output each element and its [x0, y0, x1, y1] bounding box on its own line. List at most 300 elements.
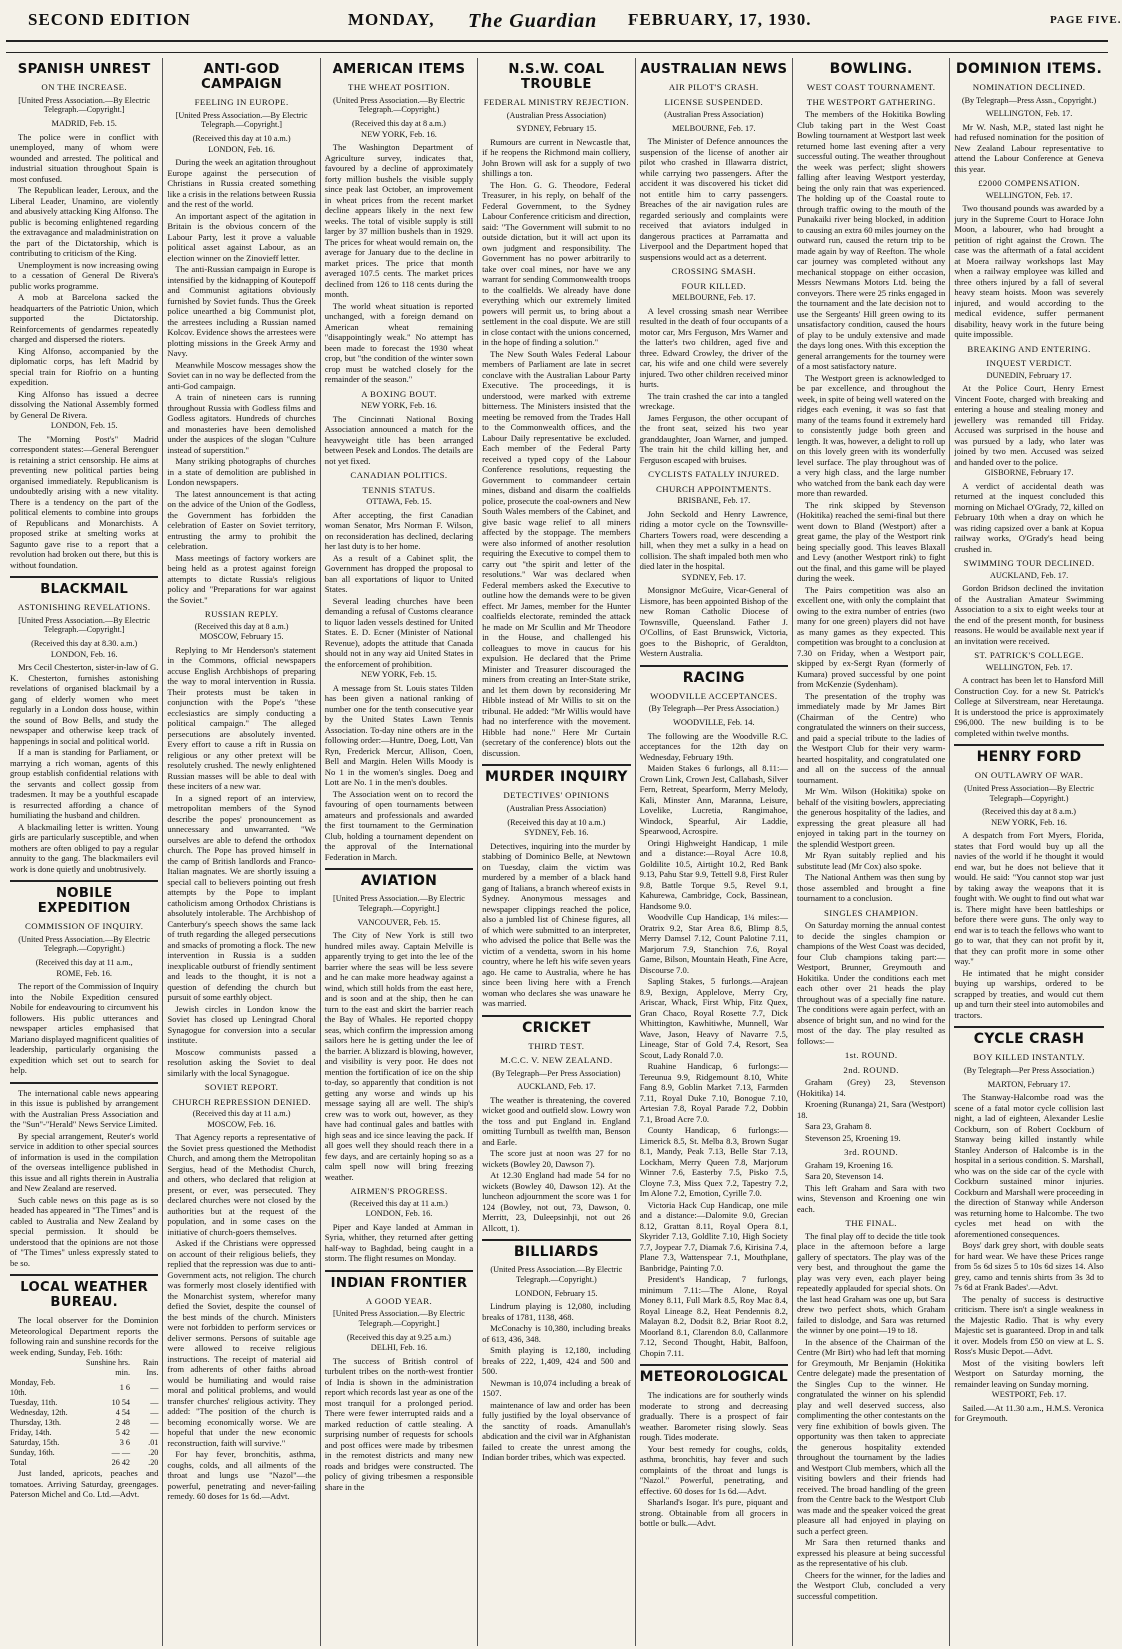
headline: DOMINION ITEMS.: [955, 61, 1103, 77]
dateline: MELBOURNE, Feb. 17.: [671, 123, 756, 133]
dateline: MADRID, Feb. 15.: [51, 119, 117, 129]
paragraph: In a signed report of an interview, metropolitan members of the Synod describe the popes' pronouncement as unnecessary and unwarranted. "We ourselves are able to defend the orthodox church. The Pope has proved himself in the camp of British landlords and Franco-Italian magnates. We are shortly issuing a special call to believers pointing out fresh attempts by the Pope to implant catholicism among Orthodox Christians is absolutely intolerable. The Archbishop of Canterbury's speech shows the same lack of truth regarding the alleged persecutions and smacks of promoting a flock. The new intervention in Russia is a sudden inexplicable outburst of friendly sentiment and leads to the thought, it is not a question of defending the church but pursuit of some earthly object.: [167, 792, 316, 1003]
paragraph: The presentation of the trophy was immediately made by Mr James Birt (Chairman of the Centre) who congratulated the winners on their success, and paid a special tribute to the ladies of the Westport Club for their very warm-hearted hospitality, and congratulated one and all on the success of the annual tournament.: [796, 690, 946, 785]
received-line: (Received this day at 9.25 a.m.): [346, 1332, 452, 1342]
weather-cell: 1 6: [119, 1383, 131, 1393]
paragraph: The international cable news appearing in this issue is published by arrangement with the Australian Press Association and the "Sun"-"Herald" News Service Limited.: [10, 1087, 159, 1130]
article: [10, 1082, 158, 1269]
paragraph: Just landed, apricots, peaches and tomatoes. Arriving Saturday, greengages. Paterson Michel and Co. Ltd.—Advt.: [10, 1468, 159, 1500]
credit-line: [United Press Association.—By Electric Telegraph.—Copyright.]: [333, 894, 465, 913]
paragraph: Monsignor McGuire, Vicar-General of Lismore, has been appointed Bishop of the new Roman Catholic Diocese of Townsville, Queensland. Father J. O'Collins, of East Brunswick, Victoria, goes to the Bishopric, of Geraldton, Western Australia.: [639, 585, 788, 659]
weather-cell: 4 54: [115, 1408, 131, 1418]
paragraph: The following are the Woodville R.C. acceptances for the 12th day on Wednesday, February 19th.: [639, 730, 788, 762]
paragraph: Mrs Cecil Chesterton, sister-in-law of G. K. Chesterton, furnishes astonishing revelations of organised blackmail by a gang of elderly women who meet regularly in a London doss house, within the sound of Bow Bells, and study the newspaper and otherwise keep track of happenings in social and political world.: [10, 662, 159, 746]
article: [10, 880, 158, 1076]
dateline: SYDNEY, Feb. 16.: [524, 828, 589, 838]
paragraph: Meanwhile Moscow messages show the Soviet can in no way be deflected from the anti-God campaign.: [167, 359, 316, 391]
issue-date: FEBRUARY, 17, 1930.: [628, 10, 812, 29]
weather-row: [10, 1398, 158, 1408]
paragraph: Your best remedy for coughs, colds, asthma, bronchitis, hay fever and such complaints of the throat and lungs is "Nazol." Powerful, penetrating, and effective. 60 doses for 1s 6d.—Advt.: [639, 1443, 788, 1496]
paragraph: The Minister of Defence announces the suspension of the license of another air pilot who crashed in Illawarra district, while carrying two passengers. After the accident it was discovered his ticket did not entitle him to carry passengers. Breaches of the air navigation rules are regarded seriously and complaints were received that aviators indulged in dangerous practices at Parramatta and Liverpool and the Department hoped that suspensions would act as a deterrent.: [639, 136, 788, 262]
column-2: [163, 58, 320, 1646]
article-separator: [482, 1239, 630, 1241]
paragraph: He intimated that he might consider buying up warships, ordered to be scrapped by treaties, and would cut them up and turn their steel into automobiles and tractors.: [954, 967, 1104, 1020]
paragraph: The anti-Russian campaign in Europe is intensified by the kidnapping of Koutepoff and Communist agitations obviously furnished by Soviet funds. Thus the Greek police unearthed a big Communist plot, the arrestees including a Russian named Kolcov. Evidence shows the arrestees were plotting missions in the Greek Army and Navy.: [167, 264, 316, 359]
paragraph: Several leading churches have been demanding a refusal of Customs clearance to liquor laden vessels destined for United States. E. D. Ecner (Minister of National Revenue), adopts the attitude that Canada should not in any way aid United States in the enforcement of prohibition.: [324, 595, 474, 669]
subheading: FOUR KILLED.: [681, 280, 746, 291]
dateline: SYDNEY, Feb. 17.: [681, 572, 746, 582]
subheading: ASTONISHING REVELATIONS.: [17, 602, 151, 613]
paragraph: Jewish circles in London know the Soviet has closed up Leningrad Choral Synagogue for conversion into a secular institute.: [167, 1003, 316, 1046]
weather-cell: 2 48: [115, 1418, 131, 1428]
paragraph: A contract has been let to Hansford Mill Construction Coy. for a new St. Patrick's College at Silverstream, near Heretaunga. It is understood the price is approximately £96,000. The new building is to be completed within twelve months.: [954, 675, 1104, 738]
subheading: TENNIS STATUS.: [362, 484, 436, 495]
paragraph: The Pairs competition was also an excellent one, with only the complaint that owing to the extra number of entries (two many for one green) players did not have as many games as they expected. This competition was brought to a conclusion at 7.30 on Friday, when a Westport pair, skipped by ex-Sergt Ryan (formerly of Kumara) proved successful by one point from McKenzie (Sydenham).: [796, 584, 946, 689]
paragraph: A verdict of accidental death was returned at the inquest concluded this morning on Michael O'Grady, 72, killed on February 10th when a dray on which he was riding capsized over a bank at Kopua railway works, O'Grady's head being crushed in.: [954, 480, 1104, 554]
article-separator: [10, 576, 158, 578]
article-separator: [640, 665, 788, 667]
headline: HENRY FORD: [976, 749, 1082, 766]
paragraph: Mr Ryan suitably replied and his substitute lead (Mr Cox) also spoke.: [796, 850, 946, 871]
paragraph: The "Morning Post's" Madrid correspondent states:—General Berenguer is retaining a strict censorship. He aims at preventing new political parties being organised immediately. Republicanism is undoubtedly arising with a new vitality. There is a tendency on the part of the political elements to combine into groups of Republicans and Monarchists. A proposed strike at smelting works at Sagunto gave rise to a report that a revolution had broken out there, but this is without foundation.: [10, 433, 159, 570]
paragraph: King Alfonso has issued a decree dissolving the National Assembly formed by General De Rivera.: [10, 388, 159, 420]
paragraph: Gordon Bridson declined the invitation of the Australian Amateur Swimming Association to a six to eight weeks tour at the end of the present month, for business reasons. He would be available next year if an invitation were received.: [954, 583, 1104, 646]
subheading: THE WESTPORT GATHERING.: [806, 96, 936, 107]
weather-header-cell: Sunshine hrs. min.: [85, 1358, 131, 1378]
received-line: (Received this day at 11 a.m.,: [35, 958, 133, 968]
paragraph: The New South Wales Federal Labour members of Parliament are late in secret conclave with the Australian Labour Party Executive. The proceedings, it is understood, were marked with extreme bitterness. The Ministers insisted that the meeting be removed from the Trades Hall to the Commonwealth offices, and the Labour Daily representative be excluded. Each member of the Federal Party received a typed copy of the Labour Conference resolutions, requesting the Government to commandeer certain mines, disband and disarm the coalfields police, prosecute the coal-owners and New South Wales members of the Cabinet, and give basic wage relief to all miners affected by the stoppage. The members were also informed of another resolution requiring the Executive to compel them to carry out "the spirit and letter of the resolutions." War was declared when Federal members asked the Executive to outline how the demands were to be given effect. Mr James, member for the Hunter coalfields electorate, reminded the attack he made on Mr Scullin and Mr Theodore in the House, and challenged his colleagues to move in caucus for his expulsion. He declared that the Prime Minister and Treasurer discouraged the miners from creating an Inter-State strike, and let them down by reconsidering Mr Hibble instead of Mr Willis to sit on the tribunal. He added: "Mr Willis would have had no interference with the movement. Hibble had none." Here Mr Curtain (secretary of the conference) blots out the discussion.: [482, 348, 631, 758]
paragraph: In the absence of the Chairman of the Centre (Mr Birt) who had left that morning for Greymouth, Mr Benjamin (Hokitika Centre delegate) made the presentation of the Singles Cup to the winner. He congratulated the winner on his splendid play and well deserved success, also complimenting the other contestants on the very fine exhibition of bowls given. The opportunity was then taken to appreciate the generous hospitality extended throughout the tournament by the ladies and Westport Club members, which all the visiting bowlers and their friends had received. The broad handling of the green from the Centre back to the Westport Club was made and the speaker voiced the great pleasure all had enjoyed in playing on such a perfect green.: [796, 1336, 946, 1536]
paragraph: Unemployment is now increasing owing to a cessation of General De Rivera's public works programme.: [10, 259, 159, 291]
credit-line: [United Press Association.—By Electric Telegraph.—Copyright.]: [18, 95, 151, 115]
article: [954, 1026, 1103, 1423]
paragraph: The National Anthem was then sung by those assembled and brought a fine tournament to a conclusion.: [796, 872, 946, 903]
paragraph: Rumours are current in Newcastle that, if he reopens the Richmond main colliery, John Brown will ask for a supply of two shillings a ton.: [482, 136, 631, 179]
dateline: NEW YORK, Feb. 16.: [361, 401, 437, 411]
credit-line: (Australian Press Association): [506, 803, 606, 813]
subheading: THE WHEAT POSITION.: [348, 82, 450, 92]
article: [640, 62, 788, 659]
paragraph: A despatch from Fort Myers, Florida, states that Ford would buy up all the navies of the world if he thought it would end war, but he does not believe that it would. He said: "You cannot stop war just by taking away the weapons that it is fought with. We ought to find out what war is. There might have been battleships or before there were guns. The only way to end war is to teach the fellows who want to go to war, that they can not profit by it, that they can profit more in some other way.": [954, 830, 1104, 967]
article-separator: [325, 1270, 473, 1272]
headline: LOCAL WEATHER BUREAU.: [20, 1280, 149, 1311]
article: [167, 62, 315, 1502]
paragraph: The Stanway-Halcombe road was the scene of a fatal motor cycle collision last night, a lad of eighteen, Alexander Leslie Cockburn, son of Robert Cockburn of Stanway being killed instantly while Stanley Anderson of Halcombe is in the hospital in a serious condition. S. Marshall, who was on the side car of the cycle with Cockburn sustained minor injuries. Cockburn and Marshall were proceeding in the direction of Stanway while Anderson was returning home to Halcombe. The two cycles met head on with the aforementioned consequences.: [954, 1092, 1104, 1239]
dateline: WELLINGTON, Feb. 17.: [985, 190, 1073, 200]
paragraph: After accepting, the first Canadian woman Senator, Mrs Norman F. Wilson, on reconsideration has declined, declaring her last duty is to her home.: [324, 509, 474, 552]
dateline: VANCOUVER, Feb. 15.: [357, 917, 441, 927]
dateline: LONDON, Feb. 16.: [365, 1209, 433, 1219]
paragraph: At 12.30 England had made 54 for no wickets (Bowley 40, Dawson 12). At the luncheon adjournment the score was 1 for 124 (Bowley, not out, 73, Dawson, 0. Merritt, 23, Duleepsinhji, not out 26 Allcott, 1).: [482, 1170, 631, 1233]
dateline: AUCKLAND, Feb. 17.: [517, 1082, 596, 1092]
paragraph: Many striking photographs of churches in a state of demolition are published in London newspapers.: [167, 456, 316, 488]
weather-cell: —: [150, 1418, 159, 1428]
paragraph: An important aspect of the agitation in Britain is the obvious concern of the Labour Party, lest it prove a valuable political asset against Labour, as an election winner on the Zinovieff letter.: [167, 210, 316, 263]
dateline: NEW YORK, Feb. 16.: [991, 817, 1067, 827]
credit-line: [United Press Association.—By Electric Telegraph.—Copyright.]: [175, 110, 308, 130]
paragraph: The report of the Commission of Inquiry into the Nobile Expedition censured Nobile for endeavouring to circumvent his followers. His public utterances and newspaper articles emphasised that Mariano displayed magnificent qualities of leadership, particularly organising the expedition which set out to search for help.: [10, 981, 159, 1076]
credit-line: [United Press Association.—By Electric Telegraph.—Copyright.]: [18, 615, 151, 635]
weather-cell: Friday, 14th.: [10, 1428, 52, 1438]
masthead-rule: [6, 40, 1108, 42]
paragraph: The final play off to decide the title took place in the afternoon before a large gallery of spectators. The play was of the very best, and throughout the game the play was very even, each player being repeatedly applauded for special shots. On the last head Graham was one up, but Sara drew two perfect shots, which Graham failed to dislodge, and Sara was returned the winner by one point—19 to 18.: [796, 1230, 946, 1335]
paragraph: The success of British control of turbulent tribes on the north-west frontier of India is shown in the administration report which records last year as one of the most tranquil for a prolonged period. There were fewer interrupted raids and a marked reduction of cattle stealing. A surprising number of requests for schools and post offices were made by tribesmen in the remotest districts and many new roads and bridges were constructed. The policy of giving tribesmen a responsible share in the: [324, 1355, 474, 1492]
subheading: RUSSIAN REPLY.: [204, 609, 279, 620]
subheading: DETECTIVES' OPINIONS: [503, 790, 610, 801]
article: [325, 868, 473, 1264]
paragraph: Ruahine Handicap, 6 furlongs:—Tereunua 9.9, Ridgemount 8.10, White Fang 8.9, Goblin Market 7.13, Farmden 7.11, Royal Duke 7.10, Bonogue 7.10, Artesian 7.8, Royal Parade 7.2, Dobbin 7.1, Broad Acre 7.0.: [639, 1061, 788, 1124]
headline: CYCLE CRASH: [973, 1031, 1085, 1048]
subheading: THE FINAL.: [845, 1218, 897, 1228]
weather-cell: Sunday, 16th.: [10, 1448, 55, 1458]
article: [482, 764, 630, 1008]
credit-line: (By Telegraph—Per Press Association.): [963, 1065, 1095, 1075]
paragraph: The weather is threatening, the covered wicket good and outfield slow. Lowry won the toss and put England in. England omitting Turnbull as twelfth man, Benson and Earle.: [482, 1094, 631, 1147]
dateline: WELLINGTON, Feb. 17.: [985, 662, 1073, 672]
credit-line: (United Press Association.—By Electric Telegraph.—Copyright.): [333, 95, 465, 115]
subheading: CROSSING SMASH.: [671, 266, 756, 277]
newspaper-title: The Guardian: [468, 10, 598, 32]
weather-row: [10, 1458, 158, 1468]
credit-line: (United Press Association—By Electric Telegraph—Copyright.): [964, 783, 1094, 803]
paragraph: Smith playing is 12,180, including breaks of 222, 1,409, 424 and 500 and 500.: [482, 1345, 631, 1377]
paragraph: The indications are for southerly winds moderate to strong and decreasing gradually. There is a prospect of fair weather. Barometer rising slowly. Seas rough. Tides moderate.: [639, 1390, 788, 1443]
column-7: [950, 58, 1107, 1646]
weather-header-cell: [10, 1358, 72, 1378]
received-line: (Received this day at 10 a.m.): [192, 134, 291, 144]
column-6: [793, 58, 950, 1646]
paragraph: The penalty of success is destructive criticism. There isn't a single weakness in the Majestic Radio. That is why every Majestic set is guaranteed. Drop in and talk it over. Models from £50 on view at L. S. Ross's Music Depot.—Advt.: [954, 1293, 1104, 1357]
paragraph: Moscow communists passed a resolution asking the Soviet to deal similarly with the local Synagogue.: [167, 1046, 316, 1078]
dateline: WOODVILLE, Feb. 14.: [672, 718, 755, 728]
headline: RACING: [682, 669, 745, 686]
headline: MURDER INQUIRY: [485, 769, 628, 786]
paragraph: The Cincinnati National Boxing Association announced a match for the heavyweight title has been arranged between Pesek and Londos. The details are not yet fixed.: [324, 413, 474, 466]
subheading: INQUEST VERDICT.: [986, 358, 1072, 369]
paragraph: Cheers for the winner, for the ladies and the Westport Club, concluded a very successful competition.: [796, 1569, 946, 1601]
paragraph: The Republican leader, Leroux, and the Liberal Leader, Unamino, are violently and abusively attacking King Alfonso. The public is becoming enlightened regarding the extravagance and maladministration on the part of the Dictatorship, which is contributing to criticism of the King.: [10, 185, 159, 259]
subheading: ON OUTLAWRY OF WAR.: [974, 770, 1084, 781]
credit-line: (Australian Press Association): [506, 110, 606, 120]
page-columns: [6, 58, 1108, 1646]
article: [482, 1239, 630, 1463]
dateline: MELBOURNE, Feb. 17.: [671, 293, 756, 303]
paragraph: John Seckold and Henry Lawrence, riding a motor cycle on the Townsville-Charters Towers road, were descending a hill, when they met a sulky in a head on collision. The shaft impaled both men who died later in the hospital.: [639, 508, 788, 572]
subheading: 3rd. ROUND.: [844, 1147, 899, 1157]
column-rule: [10, 1082, 158, 1084]
paragraph: That Agency reports a representative of the Soviet press questioned the Methodist Church, and among them the Metropolitan Sergius, head of the Methodist Church, and others, who declared that religion at present, or ever, was persecuted. They declared churches were not closed by the authorities but at the request of the population, and in some cases on the initiative of church-goers themselves.: [167, 1132, 316, 1237]
paragraph: Mass meetings of factory workers are being held as a protest against foreign attempts to dictate Russia's religious policy and "Preparations for war against the Soviet.": [167, 552, 316, 605]
article: [325, 62, 473, 862]
paragraph: Sara 20, Stevenson 14.: [804, 1171, 884, 1181]
headline: CRICKET: [522, 1019, 591, 1036]
weather-cell: —: [150, 1408, 159, 1418]
dateline: SYDNEY, February 15.: [516, 124, 597, 134]
paragraph: Mr Sara then returned thanks and expressed his pleasure at being successful as the representative of his club.: [796, 1537, 946, 1568]
headline: AUSTRALIAN NEWS: [640, 62, 788, 77]
subheading: M.C.C. V. NEW ZEALAND.: [500, 1055, 613, 1066]
dateline: NEW YORK, Feb. 15.: [361, 670, 437, 680]
masthead-rule-lower: [6, 52, 1108, 53]
weather-cell: Total: [10, 1458, 27, 1468]
article: [10, 62, 158, 570]
paragraph: Maiden Stakes 6 furlongs, all 8.11:—Crown Link, Crown Jest, Callabash, Silver Fern, Retreat, Spearform, Merry Melody, Kali, Minster Ann, Maranna, Leisure, Lovelike, Lucretia, Rangimahoe, Windock, Spearful, Air Laddie, Spearwood, Acrospire.: [639, 763, 788, 837]
paragraph: A mob at Barcelona sacked the headquarters of the Patriotic Union, which supported the Dictatorship. Reinforcements of gendarmes repeatedly charged and dispersed the rioters.: [10, 292, 159, 345]
paragraph: The latest announcement is that acting on the advice of the Union of the Godless, the Government has forbidden the celebration of Easter on Soviet territory, entrusting the army to prohibit the celebration.: [167, 488, 316, 552]
paragraph: Mr W. Nash, M.P., stated last night he had refused nomination for the position of New Zealand Labour representative to attend the Labour Conference at Geneva this year.: [954, 121, 1104, 174]
paragraph: Such cable news on this page as is so headed has appeared in "The Times" and is cabled to Australia and New Zealand by special permission. It should be understood that the opinions are not those of "The Times" unless expressly stated to be so.: [10, 1194, 159, 1268]
subheading: CANADIAN POLITICS.: [350, 470, 448, 481]
article: [482, 62, 630, 758]
headline: BOWLING.: [829, 61, 913, 77]
subheading: LICENSE SUSPENDED.: [664, 96, 764, 107]
article-separator: [10, 880, 158, 882]
paragraph: maintenance of law and order has been fully justified by the loyal observance of the sanctity of roads. Amanullah's abdication and the civil war in Afghanistan failed to create the unrest among the Indian border tribes, which was expected.: [482, 1399, 631, 1463]
article: [797, 62, 945, 1601]
weather-header-cell: Rain Ins.: [142, 1358, 159, 1378]
received-line: (Received this day at 8 a.m.): [194, 621, 289, 631]
dateline: OTTAWA, Feb. 15.: [366, 497, 432, 507]
paragraph: The Washington Department of Agriculture survey, indicates that, favoured by a decline of approximately forty million bushels the visible supply since peak last October, an improvement in wheat prices from the recent market decline appears likely in the next few weeks. The total of visible supply is still larger by 37 million bushels than in 1929. The prices for wheat would remain on, the average for January due to the decline in market prices. The price that month averaged 107.5 cents. The market prices declined from 126 to 118 cents during the month.: [324, 142, 474, 300]
headline: N.S.W. COAL TROUBLE: [508, 62, 605, 92]
article: [954, 62, 1103, 738]
paragraph: Boys' dark grey short, with double seats for hard wear. We have these Prices range from 5s 6d sizes 5 to 10s 6d sizes 14. Also grey, camo and tennis shirts from 3s 3d to 7s 6d at Frank Bades'.—Advt.: [954, 1240, 1104, 1293]
paragraph: If a man is standing for Parliament, or marrying a rich woman, agents of this group establish confidential relations with the servants and collect gossip from tradesmen. It may be a youthful escapade is resurrected affording a chance of humiliating the husband and children.: [10, 747, 159, 821]
paragraph: Kroening (Runanga) 21, Sara (Westport) 18.: [796, 1099, 946, 1120]
weather-row: [10, 1378, 158, 1398]
paragraph: Detectives, inquiring into the murder by stabbing of Dominico Belle, at Newtown on Tuesday, claim the victim was murdered by a member of a black hand gang of Italians, a branch whereof exists in Sydney. Anonymous messages and newspaper clippings reached the police, also a jumbled list of Chinese figures, all of which were submitted to an interpreter, who advised the police that Belle was the victim of a vendetta, sworn in his home country, where he left his wife seven years ago. He came to Australia, where he has since been living here with a French woman who declares she was unaware he was married.: [482, 840, 631, 1009]
dateline: ROME, Feb. 16.: [56, 968, 112, 978]
weather-cell: —: [150, 1383, 159, 1393]
received-line: (Received this day at 8 a.m.): [982, 807, 1076, 817]
dateline: MOSCOW, February 15.: [199, 632, 284, 642]
subheading: ST. PATRICK'S COLLEGE.: [974, 650, 1084, 661]
weather-cell: Wednesday, 12th.: [10, 1408, 68, 1418]
dateline: LONDON, Feb. 16.: [50, 649, 118, 659]
paragraph: At the Police Court, Henry Ernest Vincent Foote, charged with breaking and entering a house and stealing money and jewellery was remanded till Friday. Accused was surprised in the house and was pursued by a lady, who later was joined by two men. Accused was seized and handed over to the police.: [954, 383, 1104, 467]
paragraph: The train crashed the car into a tangled wreckage.: [639, 390, 788, 412]
paragraph: Graham (Grey) 23, Stevenson (Hokitika) 14.: [796, 1077, 946, 1098]
paragraph: McConachy is 10,380, including breaks of 613, 436, 348.: [482, 1323, 631, 1344]
weather-row: [10, 1448, 158, 1458]
subheading: SINGLES CHAMPION.: [824, 907, 919, 918]
weather-cell: — —: [111, 1448, 131, 1458]
credit-line: (Australian Press Association): [664, 110, 764, 119]
paragraph: The Association went on to record the favouring of open tournaments between amateurs and professionals and awarded the first tournament to the Germination Club, holding a tournament dependent on the approval of the International Federation in March.: [324, 788, 474, 862]
weather-cell: .01: [148, 1438, 159, 1448]
article-separator: [954, 744, 1103, 746]
paragraph: Sharland's Isogar. It's pure, piquant and strong. Obtainable from all grocers in bottle or bulk.—Advt.: [639, 1497, 788, 1529]
dateline: NEW YORK, Feb. 16.: [361, 129, 437, 139]
weather-cell: Thursday, 13th.: [10, 1418, 62, 1428]
paragraph: Victoria Hack Cup Handicap, one mile and a distance:—Dalomite 9.0, Grecian 8.12, Grattan 8.11, Royal Opera 8.1, Skyrider 7.13, Goldlite 7.10, High Society 7.7, Joypear 7.7, Diamak 7.6, Kirisina 7.4, Plane 7.3, Wattenspear 7.1, Mouthplane, Banbridge, Painting 7.0.: [639, 1199, 788, 1273]
headline: BLACKMAIL: [40, 582, 129, 598]
article-separator: [640, 1364, 788, 1366]
article-separator: [10, 1274, 158, 1276]
paragraph: The Hon. G. G. Theodore, Federal Treasurer, in his reply, on behalf of the Federal Government, to the Sydney Labour Conference criticism and direction, said: "The Government will submit to no outside dictation, but it will act upon its own judgment and responsibility. The Government has no power arbitrarily to take over coal mines, nor have we any warrant for sending Commonwealth troops to the coalfields. We already have done everything which our extremely limited powers will permit us, to bring about a settlement in the coal dispute. We are still in close contact with the unions concerned, in the hope of finding a solution.": [482, 179, 631, 348]
dateline: DELHI, Feb. 16.: [370, 1343, 428, 1353]
credit-line: (By Telegraph—Per Press Association.): [648, 704, 779, 714]
headline: METEOROLOGICAL: [639, 1369, 789, 1386]
subheading: A BOXING BOUT.: [361, 388, 437, 399]
paragraph: The Westport green is acknowledged to be par excellence, and throughout the week, in spite of being well watered on the ridges each evening, it was so fast that many of the teams found it extremely hard to consistently judge both green and length. It was, however, a delight to roll up on this lovely green with its wonderfully level surface. The play throughout was of a very high class, and the large number who watched from the bank each day were more than rewarded.: [796, 372, 946, 498]
column-1: [6, 58, 163, 1646]
subheading: FEDERAL MINISTRY REJECTION.: [483, 97, 629, 107]
weather-cell: —: [150, 1428, 159, 1438]
dateline: LONDON, Feb. 16.: [208, 144, 275, 154]
subheading: SWIMMING TOUR DECLINED.: [963, 558, 1095, 569]
article: [640, 665, 788, 1358]
weather-cell: 5 42: [115, 1428, 131, 1438]
column-4: [478, 58, 635, 1646]
column-3: [321, 58, 478, 1646]
weather-header-row: [10, 1358, 158, 1378]
dateline: DUNEDIN, February 17.: [986, 370, 1072, 380]
received-line: (Received this day at 10 a.m.): [507, 817, 606, 827]
article: [640, 1364, 788, 1529]
paragraph: Sapling Stakes, 5 furlongs.—Arajean 8.9, Bexign, Applelove, Merry Cry, Ariscar, Whack, First Whip, Fitz Quex, Gran Chaco, Royal Rosette 7.7, Dick Whittington, Kawhitiwhe, Munnell, War Wave, Jason, Heavy of Navarre 7.5, Lineage, Star of Gold 7.4, Resort, Sea Scout, Lady Ronald 7.0.: [639, 976, 788, 1060]
weather-cell: .20: [148, 1458, 159, 1468]
weather-cell: .20: [148, 1448, 159, 1458]
weather-row: [10, 1418, 158, 1428]
page-number: PAGE FIVE.: [1050, 14, 1122, 26]
paragraph: The world wheat situation is reported unchanged, with a foreign demand on American wheat remaining "disappointingly weak." No attempt has been made to forecast the 1930 wheat crop, but "the condition of the winter sown crop must be watched closely for the remainder of the season.": [324, 300, 474, 385]
subheading: AIRMEN'S PROGRESS.: [350, 1186, 448, 1197]
headline: INDIAN FRONTIER: [330, 1275, 468, 1291]
paragraph: A level crossing smash near Werribee resulted in the death of four occupants of a motor car, Mrs Ferguson, Mrs Warner and the latter's two children, aged five and three. Edward Crowley, the driver of the car, his wife and one child were severely injured. Two other children received minor hurts.: [639, 305, 788, 390]
weather-row: [10, 1408, 158, 1418]
headline: ANTI-GOD CAMPAIGN: [201, 62, 282, 92]
paragraph: County Handicap, 6 furlongs:—Limerick 8.5, St. Melba 8.3, Brown Sugar 8.1, Mandy, Peak 7.13, Belle Star 7.13, Lockham, Merry Queen 7.8, Marjorum Winner 7.6, Easterby 7.5, Pisko 7.5, Cloyne 7.3, Miss Quex 7.2, Tapestry 7.2, Im Alone 7.2, Emotion, Cyrille 7.0.: [639, 1125, 788, 1199]
paragraph: Newman is 10,074 including a break of 1507.: [482, 1377, 631, 1399]
paragraph: The score just at noon was 27 for no wickets (Bowley 20, Dawson 7).: [482, 1148, 631, 1169]
subheading: AIR PILOT'S CRASH.: [668, 82, 759, 92]
paragraph: Stevenson 25, Kroening 19.: [804, 1132, 901, 1143]
paragraph: Sailed.—At 11.30 a.m., H.M.S. Veronica for Greymouth.: [954, 1402, 1104, 1424]
dateline: WESTPORT, Feb. 17.: [991, 1390, 1067, 1400]
subheading: BOY KILLED INSTANTLY.: [973, 1052, 1085, 1063]
paragraph: Mr Wm. Wilson (Hokitika) spoke on behalf of the visiting bowlers, appreciating the generous hospitality of the ladies, and expressing the great pleasure all had enjoyed in taking part in the tourney on the splendid Westport green.: [796, 786, 946, 849]
paragraph: President's Handicap, 7 furlongs, minimum 7.11:—The Alone, Royal Money 8.11, Full Mark 8.5, Roy Mac 8.4, Royal Lineage 8.2, Heat Pendennis 8.2, Malayan 8.2, Dodsit 8.2, Briar Root 8.2, Moorland 8.1, Clarendon 8.0, Callanmore 7.12, Second Thought, Habit, Balfoon, Chopin 7.11.: [639, 1274, 788, 1358]
subheading: ON THE INCREASE.: [41, 82, 128, 92]
weekday-label: MONDAY,: [348, 10, 435, 29]
paragraph: Piper and Kaye landed at Amman in Syria, whither, they returned after getting half-way to Baghdad, being caught in a storm. The flight resumes on Monday.: [324, 1221, 474, 1264]
credit-line: (By Telegraph—Press Assn., Copyright.): [961, 95, 1097, 105]
weather-cell: Saturday, 15th.: [10, 1438, 60, 1448]
credit-line: (United Press Association.—By Electric Telegraph.—Copyright.): [490, 1265, 623, 1285]
paragraph: Replying to Mr Henderson's statement in the Commons, official newspapers accuse English Archbishops of preparing the way to moral intervention in Russia. Their protests must be taken in conjunction with the Pope's "these ecclesiastics are simply conducting a political campaign." The alleged persecutions are absolutely invented. Every effort to cause a rift in Russia on religious or any other pretext will be resolutely crushed. The newly enlightened Russian masses will be able to deal with these inciters of a new war.: [167, 644, 316, 792]
subheading: WOODVILLE ACCEPTANCES.: [650, 690, 778, 701]
subheading: CHURCH REPRESSION DENIED.: [172, 1096, 311, 1107]
subheading: COMMISSION OF INQUIRY.: [25, 921, 144, 932]
subheading: 2nd. ROUND.: [843, 1064, 899, 1075]
dateline: WELLINGTON, Feb. 17.: [985, 109, 1073, 119]
article: [482, 1015, 630, 1234]
paragraph: Woodville Cup Handicap, 1¼ miles:—Oratrix 9.2, Star Area 8.6, Blimp 8.5, Merry Damsel 7.12, Count Palotine 7.11, Marjorum 7.9, Stanchion 7.6, Royal Game, Bilson, Mountain Heath, Fine Acre, Discourse 7.0.: [639, 912, 788, 975]
paragraph: A blackmailing letter is written. Young girls are particularly susceptible, and when mothers are often obliged to pay a regular annuity to the gang. The blackmailers evil work is done quietly and unobtrusively.: [10, 821, 159, 874]
received-line: (Received this day at 11 a.m.): [192, 1109, 291, 1119]
subheading: BREAKING AND ENTERING.: [967, 343, 1091, 354]
paragraph: The rink skipped by Stevenson (Hokitika) reached the semi-final but there went down to Bland (Westport) after a great game, the play of the Westport rink being specially good. This leaves Blaxall and Levy (another Westport rink) to fight out the final, and this game will be played during the week.: [796, 499, 946, 583]
paragraph: The City of New York is still two hundred miles away. Captain Melville is apparently trying to get into the lee of the barrier where the seas will be less severe and he can make more headway against a wind, which still holds from the east here, and is soon and at the ship, then he can turn to the east and skirt the barrier reach the Bay of Whales. He reported choppy seas, which confirm the impression among sailors here he is getting under the lee of the barrier. A blizzard is blowing, however, and visibility is very poor. He does not mention the fortification of ice on the ship to-day, so apparently that condition is not getting any worse and winds up his message saying all are well. The ship's crew was to work out, however, as they have had continual gales and battles with high seas and ice since leaving the pack. If all goes well they should reach there in a few days, and are certainly hoping so as a calm spell now will bring freezing weather.: [324, 930, 474, 1182]
dateline: MARTON, February 17.: [987, 1079, 1071, 1089]
paragraph: On Saturday morning the annual contest to decide the singles champion or champions of the West Coast was decided, four Club champions taking part:—Westport, Brunner, Greymouth and Hokitika. Under the conditions each met each other over 21 heads the play throughout was of a specially fine nature. The conditions were again perfect, with an absence of bright sun, and no wind for the most of the day. The play resulted as follows:—: [796, 920, 946, 1046]
headline: SPANISH UNREST: [17, 62, 151, 77]
paragraph: By special arrangement, Reuter's world service in addition to other special sources of information is used in the compilation of the overseas intelligence published in this issue and all rights therein in Australia and New Zealand are reserved.: [10, 1130, 159, 1194]
paragraph: A train of nineteen cars is running throughout Russia with Godless films and Godless agitators. Hundreds of churches and monasteries have been demolished under the auspices of the slogan "Culture instead of superstition.": [167, 392, 316, 455]
subheading: SOVIET REPORT.: [204, 1082, 279, 1093]
paragraph: Sara 23, Graham 8.: [804, 1121, 872, 1131]
subheading: A GOOD YEAR.: [365, 1295, 433, 1306]
received-line: (Received this day at 8 a.m.): [352, 119, 446, 129]
paragraph: Oringi Highweight Handicap, 1 mile and a distance:—Royal Acre 10.8, Goldilite 10.5, Airtight 10.2, Red Bank 9.13, Pahu Star 9.9, Tettell 9.8, First Ruler 9.8, Battle Torque 9.5, Revel 9.1, Kahurewa, Cambridge, Cock, Bassinean, Handsome 9.0.: [639, 837, 788, 911]
weather-row: [10, 1438, 158, 1448]
weather-cell: 26 42: [111, 1458, 131, 1468]
headline: BILLIARDS: [513, 1244, 599, 1261]
paragraph: The police were in conflict with unemployed, many of whom were wounded and arrested. The political and industrial situation throughout Spain is most confused.: [10, 131, 159, 184]
edition-label: SECOND EDITION: [28, 10, 191, 29]
weather-cell: —: [150, 1398, 159, 1408]
article: [325, 1270, 473, 1493]
paragraph: As a result of a Cabinet split, the Government has dropped the proposal to ban all exportations of liquor to United States.: [324, 552, 474, 595]
dateline: LONDON, February 15.: [515, 1288, 598, 1298]
headline: NOBILE EXPEDITION: [37, 886, 131, 917]
dateline: BRISBANE, Feb. 17.: [677, 496, 751, 506]
dateline: GISBORNE, February 17.: [984, 468, 1074, 478]
article: [10, 1274, 158, 1500]
paragraph: King Alfonso, accompanied by the diplomatic corps, has left Madrid by special train for Riofrio on a hunting expedition.: [10, 345, 159, 388]
paragraph: Two thousand pounds was awarded by a jury in the Supreme Court to Horace John Moon, a labourer, who had brought a petition of right against the Crown. The case was the aftermath of a fatal accident at Moera railway workshops last May when a railway employee was killed and three others injured by a fall of several heavy steam hoists. Moon was severely injured, and would according to the medical evidence, suffer permanent disability, heavy work in the future being quite impossible.: [954, 203, 1104, 340]
weather-table: [10, 1358, 158, 1468]
article-separator: [325, 868, 473, 870]
headline: AMERICAN ITEMS: [332, 62, 466, 77]
column-5: [636, 58, 793, 1646]
subheading: 1st. ROUND.: [844, 1050, 898, 1060]
paragraph: James Ferguson, the other occupant of the front seat, seized his two year granddaughter, Joan Warner, and jumped. The train hit the child killing her, and Ferguson escaped with bruises.: [639, 412, 788, 465]
subheading: CHURCH APPOINTMENTS.: [655, 483, 772, 494]
subheading: FEELING IN EUROPE.: [194, 97, 289, 107]
article-separator: [482, 764, 630, 766]
weather-cell: Tuesday, 11th.: [10, 1398, 58, 1408]
article-separator: [482, 1015, 630, 1017]
subheading: CYCLISTS FATALLY INJURED.: [648, 469, 780, 480]
article: [954, 744, 1103, 1020]
paragraph: This left Graham and Sara with two wins, Stevenson and Kroening one win each.: [796, 1182, 946, 1214]
weather-cell: Monday, Feb. 10th.: [10, 1378, 56, 1398]
paragraph: The members of the Hokitika Bowling Club taking part in the West Coast Bowling tournament at Westport last week returned home last evening after a very successful outing. The weather throughout the week was perfect; slight showers falling after leaving Westport yesterday, being the only rain that was experienced. The holding up of the Coastal route to through traffic owing to the mouth of the Punakaiki river being blocked, in addition to causing an extra 60 miles journey on the outward run, caused the return trip to be made again by way of Reefton. The whole car journey was completed without any mechanical stoppage on either occasion, Messrs Newmans Motors Ltd. being the conveyors. There were 25 rinks engaged in the tournament and the late decision not to use the Sergeants' Hill green owing to its unsatisfactory condition, caused the hours of play to be unduly extensive and made the days long ones. With this exception the general arrangements for the tourney were of a most satisfactory nature.: [796, 109, 946, 371]
weather-cell: 3 6: [119, 1438, 131, 1448]
paragraph: Lindrum playing is 12,080, including breaks of 1781, 1138, 468.: [482, 1301, 631, 1322]
subheading: THIRD TEST.: [528, 1040, 585, 1051]
subheading: WEST COAST TOURNAMENT.: [806, 82, 936, 92]
headline: AVIATION: [360, 873, 438, 890]
received-line: (Received this day at 11 a.m.): [350, 1198, 448, 1208]
article-separator: [954, 1026, 1103, 1028]
credit-line: [United Press Association.—By Electric Telegraph.—Copyright.]: [333, 1309, 465, 1328]
paragraph: Asked if the Christians were oppressed on account of their religious beliefs, they replied that the repression was due to anti-Government acts, not religion. The church was formerly most closely identified with the Monarchist system, wherefor many defied the Soviet, despite the counsel of the best minds of the church. Ministers were not forbidden to perform services or deliver sermons. Persons of suitable age were allowed to receive religious instructions. The receipt of material aid from adherents of other faiths abroad would be humiliating and would raise moral and political problems, and would transfer churches' religious activity. They added: "The position of the church is becoming economically worse. We are hopeful that under the new economic reconstruction, faith will survive.": [167, 1238, 316, 1448]
paragraph: Graham 19, Kroening 16.: [804, 1159, 894, 1170]
credit-line: (United Press Association.—By Electric Telegraph.—Copyright.): [18, 934, 151, 954]
article: [10, 576, 158, 874]
subheading: £2000 COMPENSATION.: [978, 178, 1080, 189]
subheading: NOMINATION DECLINED.: [972, 82, 1086, 92]
paragraph: For hay fever, bronchitis, asthma, coughs, colds, and all ailments of the throat and lungs use "Nazol"—the powerful, penetrating and never-failing remedy. 60 doses for 1s 6d.—Advt.: [167, 1449, 316, 1502]
dateline: MOSCOW, Feb. 16.: [207, 1119, 276, 1129]
paragraph: The local observer for the Dominion Meteorological Department reports the following rain and sunshine records for the week ending, Sunday, Feb. 16th:: [10, 1315, 159, 1357]
paragraph: A message from St. Louis states Tilden has been given a national ranking of number one for the tenth consecutive year by the United States Lawn Tennis Association. To-day nine others are in the following order:—Huntre, Doeg, Lott, Van Ryn, Frederick Mercur, Allison, Coen, Bell and Margin. Helen Wills Moody is No 1 in the women's singles. Doeg and Lott are No. 1 in the men's doubles.: [324, 682, 474, 788]
weather-row: [10, 1428, 158, 1438]
dateline: AUCKLAND, Feb. 17.: [989, 570, 1069, 580]
